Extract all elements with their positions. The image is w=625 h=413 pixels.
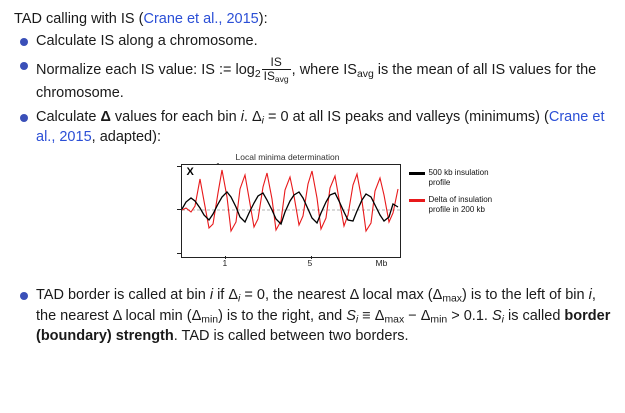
delta-max-sub: max (442, 294, 463, 306)
bullet-list-lower (14, 286, 611, 346)
bullet-3-text-b: values for each bin (110, 108, 241, 125)
strength-S-1: S (346, 307, 356, 324)
delta-min-sub-2: min (430, 314, 448, 326)
legend-item-insulation (409, 168, 493, 187)
delta-i-sub: i (238, 294, 241, 306)
delta-min-sub: min (201, 314, 219, 326)
bullet-2-text-b: , where IS (291, 62, 357, 79)
bullet-4-text-k: . TAD is called between two borders. (173, 328, 409, 345)
x-axis-unit-label: Mb (375, 258, 388, 269)
bullet-3-text-c: . Δ (243, 108, 262, 125)
bullet-item-3 (14, 108, 611, 148)
bullet-4-text-g: ≡ Δ (358, 307, 385, 324)
bullet-4-text-e: , the nearest Δ local min (Δ (36, 287, 596, 324)
border-strength-term: border (boundary) strength (36, 307, 611, 345)
insulation-profile-curve (182, 192, 398, 224)
bullet-item-2 (14, 56, 611, 103)
bullet-3-text-a: Calculate (36, 108, 101, 125)
log-base: 2 (254, 69, 261, 80)
fraction-numerator: IS (262, 56, 291, 69)
intro-suffix: ): (258, 11, 268, 27)
strength-S-1-sub: i (355, 314, 359, 326)
fraction-denominator (262, 70, 291, 84)
panel-label: X (186, 166, 194, 179)
delta-max-sub-2: max (384, 314, 405, 326)
bullet-4-text-b: if Δ (213, 287, 239, 304)
strength-S-2: S (491, 307, 502, 324)
delta-symbol: Δ (100, 108, 111, 125)
bullet-4-text-c: = 0, the nearest Δ local max (Δ (240, 287, 443, 304)
fraction-denominator-text: IS (263, 68, 275, 83)
plot-svg (182, 165, 400, 257)
bin-index-i: i (240, 108, 244, 125)
figure-legend (409, 168, 493, 222)
bullet-list (14, 32, 611, 147)
legend-label-insulation: 500 kb insulation profile (428, 168, 489, 187)
slide-intro (14, 10, 611, 28)
intro-citation: Crane et al., 2015 (143, 11, 259, 27)
bullet-1-text: Calculate IS along a chromosome. (36, 33, 258, 50)
strength-S-2-sub: i (501, 314, 504, 326)
bullet-3-citation: Crane et al., 2015 (36, 108, 605, 146)
delta-sub-i: i (261, 115, 264, 127)
bullet-3-text-d: = 0 at all IS peaks and valleys (minimums) ( (264, 108, 549, 125)
insulation-profile-figure (133, 152, 493, 280)
bullet-4-text-i: > 0.1. (447, 307, 492, 324)
plot-area (181, 164, 401, 258)
bullet-2-text-c: is the mean of all IS values for the chromosome. (36, 62, 597, 101)
legend-item-delta (409, 195, 493, 214)
x-tick-label-1: 1 (222, 258, 228, 269)
bullet-4-text-h: − Δ (404, 307, 431, 324)
bin-i-1: i (209, 287, 214, 304)
is-ratio-fraction (262, 56, 291, 84)
bullet-3-text-e: , adapted): (91, 129, 161, 146)
x-axis-ticks (181, 256, 399, 260)
legend-swatch-red-icon (409, 199, 425, 202)
bullet-2-text-a: Normalize each IS value: IS := log (36, 62, 255, 79)
legend-swatch-black-icon (409, 172, 425, 175)
figure-wrapper (14, 152, 611, 280)
bin-i-2: i (588, 287, 592, 304)
bullet-4-text-f: ) is to the right, and (218, 307, 347, 324)
is-avg-sub: avg (356, 69, 374, 80)
legend-label-delta: Delta of insulation profile in 200 kb (428, 195, 493, 214)
fraction-denominator-sub: avg (274, 73, 289, 84)
bullet-4-text-j: is called (503, 307, 565, 324)
bullet-4-text-d: ) is to the left of bin (462, 287, 589, 304)
bullet-item-4 (14, 286, 611, 346)
intro-prefix: TAD calling with IS ( (14, 11, 144, 27)
bullet-4-text-a: TAD border is called at bin (36, 287, 210, 304)
figure-title: Local minima determination (235, 152, 340, 163)
x-tick-label-5: 5 (307, 258, 313, 269)
bullet-item-1 (14, 32, 611, 51)
